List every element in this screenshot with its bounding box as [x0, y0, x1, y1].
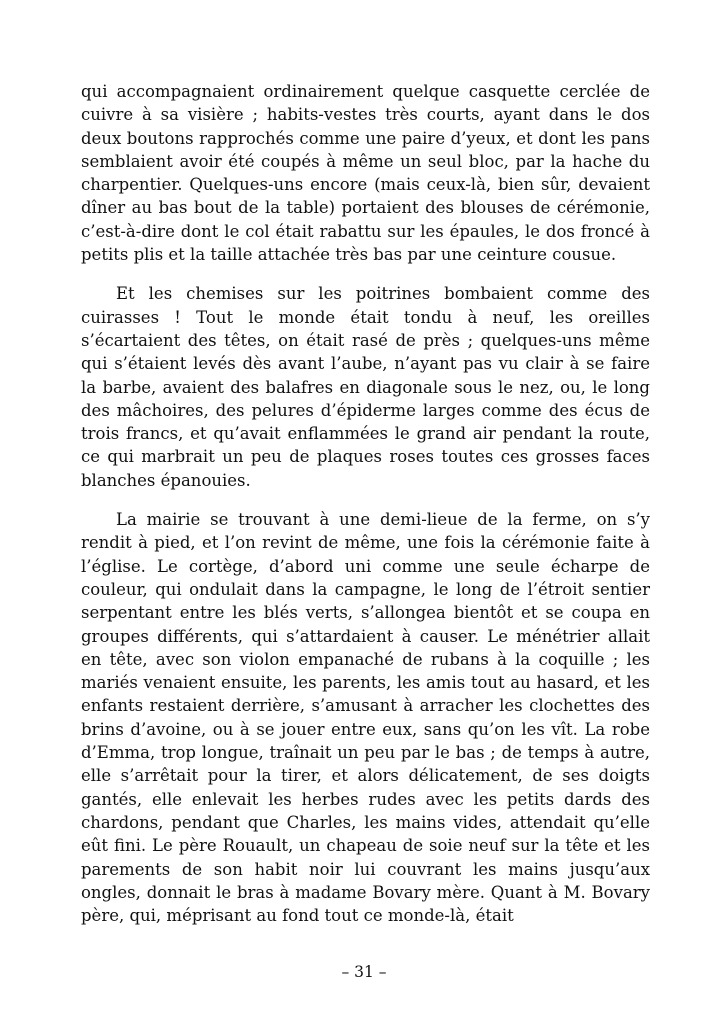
- paragraph-1: qui accompagnaient ordinairement quelque casquette cerclée de cuivre à sa visière ; habits-vestes très courts, ayant dans le dos deux boutons rapprochés comme une paire d’yeux, et dont les pans semblaient avoir été coupés à même un seul bloc, par la hache du charpentier. Quelques-uns encore (mais ceux-là, bien sûr, devaient dîner au bas bout de la table) portaient des blouses de cérémonie, c’est-à-dire dont le col était rabattu sur les épaules, le dos froncé à petits plis et la taille attachée très bas par une ceinture cousue.: [81, 82, 650, 265]
- paragraph-3: La mairie se trouvant à une demi-lieue de la ferme, on s’y rendit à pied, et l’on revint de même, une fois la cérémonie faite à l’église. Le cortège, d’abord uni comme une seule écharpe de couleur, qui ondulait dans la campagne, le long de l’étroit sentier serpentant entre les blés verts, s’allongea bientôt et se coupa en groupes différents, qui s’attardaient à causer. Le ménétrier allait en tête, avec son violon empanaché de rubans à la coquille ; les mariés venaient ensuite, les parents, les amis tout au hasard, et les enfants restaient derrière, s’amusant à arracher les clochettes des brins d’avoine, ou à se jouer entre eux, sans qu’on les vît. La robe d’Emma, trop longue, traînait un peu par le bas ; de temps à autre, elle s’arrêtait pour la tirer, et alors délicatement, de ses doigts gantés, elle enlevait les herbes rudes avec les petits dards des chardons, pendant que Charles, les mains vides, attendait qu’elle eût fini. Le père Rouault, un chapeau de soie neuf sur la tête et les parements de son habit noir lui couvrant les mains jusqu’aux ongles, donnait le bras à madame Bovary mère. Quant à M. Bovary père, qui, méprisant au fond tout ce monde-là, était: [81, 510, 650, 926]
- page-number: – 31 –: [341, 963, 387, 981]
- page-body: [81, 80, 650, 927]
- paragraph-2: Et les chemises sur les poitrines bombaient comme des cuirasses ! Tout le monde était tondu à neuf, les oreilles s’écartaient des têtes, on était rasé de près ; quelques-uns même qui s’étaient levés dès avant l’aube, n’ayant pas vu clair à se faire la barbe, avaient des balafres en diagonale sous le nez, ou, le long des mâchoires, des pelures d’épiderme larges comme des écus de trois francs, et qu’avait enflammées le grand air pendant la route, ce qui marbrait un peu de plaques roses toutes ces grosses faces blanches épanouies.: [81, 284, 650, 490]
